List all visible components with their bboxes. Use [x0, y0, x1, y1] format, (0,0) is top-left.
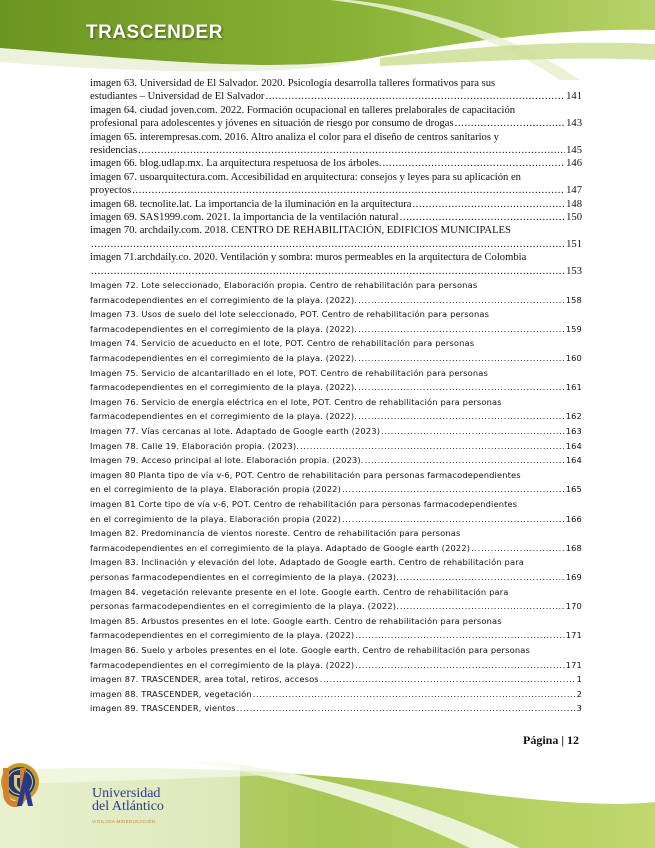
page-number: Página | 12 — [523, 733, 579, 747]
entry-text: farmacodependientes en el corregimiento de la playa. (2022). — [90, 382, 358, 393]
figure-index-entry[interactable] — [90, 555, 582, 584]
entry-line-with-page — [90, 453, 582, 468]
entry-line-with-page — [90, 701, 582, 716]
entry-line-with-page — [90, 117, 582, 130]
figure-index-sans-group — [90, 278, 582, 716]
entry-text: farmacodependientes en el corregimiento de la playa. (2022). — [90, 294, 358, 305]
dot-leader — [358, 293, 565, 308]
entry-line-with-page — [90, 687, 582, 702]
figure-index-entry[interactable] — [90, 497, 582, 526]
entry-text: imagen 63. Universidad de El Salvador. 2020. Psicología desarrolla talleres formativos para sus — [90, 78, 496, 89]
dot-leader — [400, 570, 565, 585]
figure-index-entry[interactable] — [90, 224, 582, 251]
figure-index-entry[interactable] — [90, 157, 582, 170]
entry-page-number: 153 — [566, 265, 582, 277]
entry-line-with-page — [90, 380, 582, 395]
entry-line-with-page — [90, 238, 582, 251]
entry-text: en el corregimiento de la playa. Elaboración propia (2022) — [90, 484, 341, 495]
dot-leader — [400, 211, 565, 224]
entry-page-number: 150 — [566, 212, 582, 224]
entry-text: Imagen 77. Vías cercanas al lote. Adaptado de Google earth (2023) — [90, 426, 381, 437]
dot-leader — [358, 322, 565, 337]
entry-page-number: 1 — [576, 674, 582, 685]
entry-page-number: 158 — [565, 294, 582, 305]
entry-line-with-page — [90, 322, 582, 337]
entry-text: imagen 67. usoarquitectura.com. Accesibilidad en arquitectura: consejos y leyes para su aplicación en — [90, 171, 521, 183]
entry-page-number: 159 — [565, 323, 582, 334]
entry-page-number: 170 — [565, 601, 582, 612]
figure-index-entry[interactable] — [90, 643, 582, 672]
entry-page-number: 162 — [565, 411, 582, 422]
figure-index-entry[interactable] — [90, 131, 582, 158]
entry-text: imagen 81 Corte tipo de vía v-6, POT. Centro de rehabilitación para personas farmacodependientes — [90, 499, 518, 509]
entry-text: personas farmacodependientes en el corregimiento de la playa. (2022). — [90, 601, 399, 612]
figure-index-entry[interactable] — [90, 439, 582, 454]
dot-leader — [342, 482, 565, 497]
entry-line-with-page — [90, 424, 582, 439]
entry-line-with-page — [90, 409, 582, 424]
entry-text: personas farmacodependientes en el corregimiento de la playa. (2023). — [90, 571, 399, 582]
entry-text: Imagen 82. Predominancia de vientos noreste. Centro de rehabilitación para personas — [90, 528, 461, 539]
entry-page-number: 143 — [566, 118, 582, 130]
entry-page-number: 171 — [565, 659, 582, 670]
entry-text: Imagen 75. Servicio de alcantarillado en el lote, POT. Centro de rehabilitación para personas — [90, 367, 488, 378]
entry-text: imagen 66. blog.udlap.mx. La arquitectura respetuosa de los árboles. — [90, 158, 382, 170]
entry-text: profesional para adolescentes y jóvenes en situación de riesgo por consumo de drogas — [90, 118, 454, 130]
figure-index-entry[interactable] — [90, 687, 582, 702]
entry-text: proyectos — [90, 185, 132, 197]
figure-index-entry[interactable] — [90, 211, 582, 224]
entry-line-with-page — [90, 90, 582, 103]
entry-line-with-page — [90, 439, 582, 454]
university-name-line1: Universidad — [92, 786, 161, 801]
entry-page-number: 147 — [566, 185, 582, 197]
entry-text: imagen 87. TRASCENDER, area total, retiros, accesos — [90, 674, 319, 685]
entry-text: Imagen 83. Inclinación y elevación del lote. Adaptado de Google earth. Centro de rehabilitación para — [90, 557, 524, 568]
figure-index-entry[interactable] — [90, 77, 582, 104]
figure-index-entry[interactable] — [90, 336, 582, 365]
entry-text: imagen 71.archdaily.co. 2020. Ventilación y sombra: muros permeables en la arquitectura de Colombia — [90, 252, 527, 264]
entry-line-with-page — [90, 293, 582, 308]
dot-leader — [91, 265, 565, 278]
entry-text: Imagen 79. Acceso principal al lote. Elaboración propia. (2023). — [90, 455, 364, 466]
entry-text: imagen 68. tecnolite.lat. La importancia de la iluminación en la arquitectura — [90, 198, 412, 210]
entry-line-with-page — [90, 512, 582, 527]
entry-page-number: 2 — [576, 688, 582, 699]
entry-text: Imagen 85. Arbustos presentes en el lote. Google earth. Centro de rehabilitación para personas — [90, 615, 502, 626]
entry-page-number: 160 — [565, 353, 582, 364]
figure-index-entry[interactable] — [90, 366, 582, 395]
entry-line-with-page — [90, 211, 582, 224]
figure-index-entry[interactable] — [90, 424, 582, 439]
entry-text: farmacodependientes en el corregimiento de la playa. (2022). — [90, 411, 358, 422]
entry-text: farmacodependientes en el corregimiento de la playa. (2022). — [90, 353, 358, 364]
figure-index-entry[interactable] — [90, 198, 582, 211]
entry-text: Imagen 76. Servicio de energía eléctrica en el lote, POT. Centro de rehabilitación para personas — [90, 396, 502, 407]
entry-line-with-page — [90, 541, 582, 556]
entry-line-with-page — [90, 351, 582, 366]
entry-line-with-page — [90, 265, 582, 278]
figure-index-entry[interactable] — [90, 453, 582, 468]
dot-leader — [355, 628, 564, 643]
dot-leader — [365, 453, 565, 468]
figure-index-entry[interactable] — [90, 526, 582, 555]
entry-page-number: 151 — [566, 238, 582, 250]
entry-line-with-page — [90, 672, 582, 687]
entry-page-number: 163 — [565, 426, 582, 437]
entry-line-with-page — [90, 482, 582, 497]
figure-index-entry[interactable] — [90, 171, 582, 198]
university-subtitle: VIGILADA MINEDUCACIÓN — [92, 819, 156, 824]
entry-text: farmacodependientes en el corregimiento de la playa. (2022) — [90, 630, 355, 641]
entry-page-number: 164 — [565, 455, 582, 466]
entry-text: estudiantes – Universidad de El Salvador — [90, 91, 265, 103]
figure-index-entry[interactable] — [90, 104, 582, 131]
entry-text: farmacodependientes en el corregimiento de la playa. Adaptado de Google earth (2022) — [90, 542, 471, 553]
figure-index-serif-group — [90, 77, 582, 278]
entry-text: Imagen 73. Usos de suelo del lote seleccionado, POT. Centro de rehabilitación para personas — [90, 309, 490, 320]
university-logo-icon — [0, 762, 34, 812]
figure-index-entry[interactable] — [90, 468, 582, 497]
entry-text: farmacodependientes en el corregimiento de la playa. (2022). — [90, 323, 358, 334]
entry-page-number: 148 — [566, 198, 582, 210]
dot-leader — [358, 351, 565, 366]
university-name-line2: del Atlántico — [92, 799, 164, 814]
entry-text: imagen 69. SAS1999.com. 2021. la importancia de la ventilación natural — [90, 212, 399, 224]
entry-text: Imagen 72. Lote seleccionado, Elaboración propia. Centro de rehabilitación para personas — [90, 280, 478, 291]
page-header — [0, 0, 655, 80]
entry-page-number: 161 — [565, 382, 582, 393]
entry-text: imagen 65. interempresas.com. 2016. Altro analiza el color para el diseño de centros sanitarios y — [90, 131, 499, 143]
dot-leader — [237, 701, 576, 716]
dot-leader — [383, 157, 566, 170]
dot-leader — [400, 599, 565, 614]
entry-line-with-page — [90, 570, 582, 585]
entry-text: imagen 64. ciudad joven.com. 2022. Formación ocupacional en talleres prelaborales de capacitación — [90, 104, 516, 116]
brand-title: TRASCENDER — [86, 22, 223, 43]
dot-leader — [455, 117, 566, 130]
figure-index — [90, 77, 582, 716]
dot-leader — [132, 184, 565, 197]
university-name — [92, 787, 164, 828]
dot-leader — [342, 512, 565, 527]
dot-leader — [381, 424, 565, 439]
figure-index-entry[interactable] — [90, 672, 582, 687]
figure-index-entry[interactable] — [90, 278, 582, 307]
entry-line-with-page — [90, 599, 582, 614]
entry-page-number: 145 — [566, 145, 582, 157]
dot-leader — [320, 672, 576, 687]
entry-text: en el corregimiento de la playa. Elaboración propia (2022) — [90, 513, 341, 524]
dot-leader — [355, 658, 564, 673]
entry-line-with-page — [90, 658, 582, 673]
entry-text: farmacodependientes en el corregimiento de la playa. (2022) — [90, 659, 355, 670]
entry-page-number: 165 — [565, 484, 582, 495]
page-footer — [0, 762, 655, 848]
entry-text: imagen 89. TRASCENDER, vientos — [90, 703, 236, 714]
entry-text: Imagen 84. vegetación relevante presente en el lote. Google earth. Centro de rehabilitación para — [90, 586, 509, 597]
entry-page-number: 169 — [565, 571, 582, 582]
entry-page-number: 166 — [565, 513, 582, 524]
figure-index-entry[interactable] — [90, 701, 582, 716]
entry-text: Imagen 86. Suelo y arboles presentes en el lote. Google earth. Centro de rehabilitación para personas — [90, 644, 530, 655]
dot-leader — [358, 380, 565, 395]
entry-page-number: 164 — [565, 440, 582, 451]
entry-line-with-page — [90, 198, 582, 211]
entry-text: residencias — [90, 145, 138, 157]
entry-line-with-page — [90, 157, 582, 170]
entry-text: imagen 80 Planta tipo de vía v-6, POT. Centro de rehabilitación para personas farmacodependientes — [90, 469, 521, 480]
entry-line-with-page — [90, 628, 582, 643]
dot-leader — [471, 541, 565, 556]
figure-index-entry[interactable] — [90, 251, 582, 278]
entry-line-with-page — [90, 144, 582, 157]
dot-leader — [265, 90, 565, 103]
dot-leader — [138, 144, 565, 157]
dot-leader — [413, 198, 566, 211]
entry-text: imagen 88. TRASCENDER, vegetación — [90, 688, 252, 699]
dot-leader — [358, 409, 565, 424]
dot-leader — [91, 238, 565, 251]
figure-index-entry[interactable] — [90, 307, 582, 336]
entry-page-number: 146 — [566, 158, 582, 170]
entry-text: Imagen 74. Servicio de acueducto en el lote, POT. Centro de rehabilitación para personas — [90, 338, 475, 349]
entry-page-number: 141 — [566, 91, 582, 103]
figure-index-entry[interactable] — [90, 395, 582, 424]
entry-page-number: 3 — [576, 703, 582, 714]
entry-page-number: 171 — [565, 630, 582, 641]
entry-text: Imagen 78. Calle 19. Elaboración propia. (2023). — [90, 440, 300, 451]
entry-line-with-page — [90, 184, 582, 197]
figure-index-entry[interactable] — [90, 585, 582, 614]
dot-leader — [253, 687, 576, 702]
dot-leader — [300, 439, 565, 454]
entry-page-number: 168 — [565, 542, 582, 553]
entry-text: imagen 70. archdaily.com. 2018. CENTRO DE REHABILITACIÓN, EDIFICIOS MUNICIPALES — [90, 225, 511, 237]
figure-index-entry[interactable] — [90, 614, 582, 643]
